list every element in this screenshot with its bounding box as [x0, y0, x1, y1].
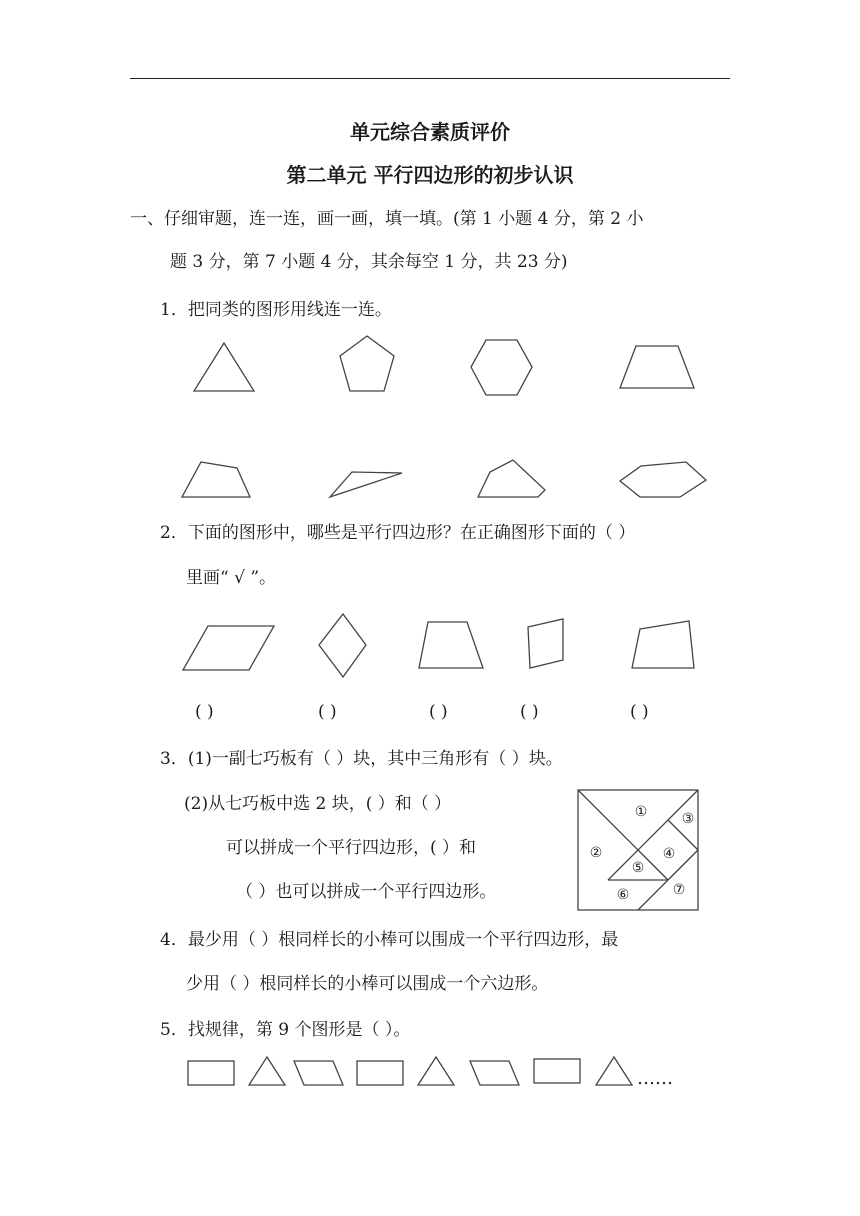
answer-blank-4[interactable]: ( ): [520, 702, 539, 722]
question-5-text: 5．找规律，第 9 个图形是（ ）。: [160, 1020, 411, 1040]
question-3-part1: 3．(1)一副七巧板有（ ）块，其中三角形有（ ）块。: [160, 749, 563, 769]
page-subtitle: 第二单元 平行四边形的初步认识: [286, 163, 574, 187]
parallelogram-shape: [294, 1061, 343, 1085]
rectangle-shape: [188, 1061, 234, 1085]
tangram-label-1: ①: [634, 804, 648, 820]
section-heading-line1: 一、仔细审题，连一连，画一画，填一填。(第 1 小题 4 分，第 2 小: [130, 209, 644, 229]
question-2-line2: 里画“ √ ”。: [186, 568, 277, 588]
question-1-text: 1．把同类的图形用线连一连。: [160, 300, 392, 320]
question-2-line1: 2．下面的图形中，哪些是平行四边形？在正确图形下面的（ ）: [160, 523, 636, 543]
tangram-label-5: ⑤: [631, 860, 645, 876]
rectangle-shape: [357, 1061, 403, 1085]
parallelogram-shape: [470, 1061, 519, 1085]
answer-blank-5[interactable]: ( ): [630, 702, 649, 722]
question-4-line2: 少用（ ）根同样长的小棒可以围成一个六边形。: [186, 974, 549, 994]
triangle-shape: [249, 1057, 285, 1085]
answer-blank-1[interactable]: ( ): [195, 702, 214, 722]
tangram-label-7: ⑦: [672, 882, 686, 898]
answer-blank-3[interactable]: ( ): [429, 702, 448, 722]
triangle-shape: [418, 1057, 454, 1085]
pattern-ellipsis: ……: [637, 1068, 673, 1089]
tangram-label-4: ④: [662, 846, 676, 862]
triangle-shape: [596, 1057, 632, 1085]
question-3-part2-line2: 可以拼成一个平行四边形，( ）和: [226, 838, 477, 858]
answer-blank-2[interactable]: ( ): [318, 702, 337, 722]
section-heading-line2: 题 3 分，第 7 小题 4 分，其余每空 1 分，共 23 分): [170, 252, 568, 272]
question-3-part2-line3: （ ）也可以拼成一个平行四边形。: [236, 882, 497, 902]
question-3-part2-line1: (2)从七巧板中选 2 块，( ）和（ ）: [184, 794, 452, 814]
rectangle-shape: [534, 1059, 580, 1083]
tangram-label-2: ②: [589, 845, 603, 861]
tangram-label-6: ⑥: [616, 887, 630, 903]
question-4-line1: 4．最少用（ ）根同样长的小棒可以围成一个平行四边形，最: [160, 930, 619, 950]
page-title: 单元综合素质评价: [350, 120, 510, 144]
tangram-label-3: ③: [681, 811, 695, 827]
